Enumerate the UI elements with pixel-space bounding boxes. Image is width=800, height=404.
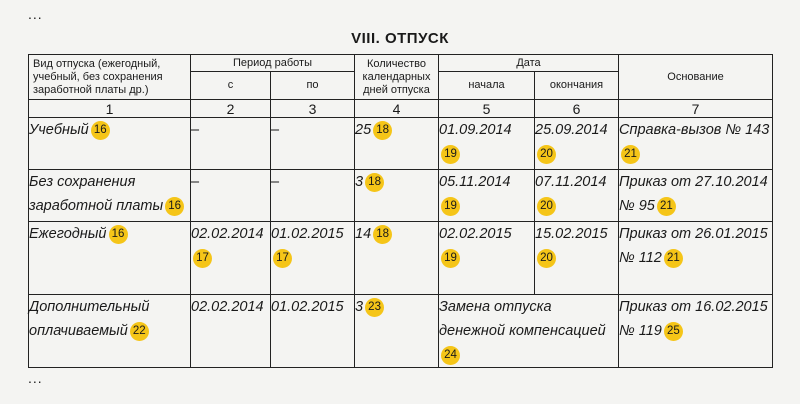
vacation-kind: Ежегодный — [29, 226, 107, 242]
header-from: с — [191, 72, 271, 100]
basis-text: Приказ от 16.02.2015 № 119 — [619, 299, 768, 339]
footnote-badge: 21 — [621, 145, 640, 164]
vacation-kind: Учебный — [29, 122, 89, 138]
footnote-badge: 16 — [91, 121, 110, 140]
footnote-badge: 17 — [193, 249, 212, 268]
table-row — [29, 295, 773, 368]
footnote-badge: 22 — [130, 322, 149, 341]
footnote-badge: 18 — [373, 225, 392, 244]
date-end: 25.09.2014 — [535, 122, 608, 138]
footnote-badge: 16 — [165, 197, 184, 216]
vacation-kind: Без сохранения заработной платы — [29, 174, 164, 214]
basis-text: Справка-вызов № 143 — [619, 122, 770, 138]
column-number: 5 — [439, 100, 535, 118]
vacation-table — [28, 54, 773, 368]
days-count: 3 — [355, 299, 364, 315]
header-days: Количество календарных дней отпуска — [355, 55, 439, 100]
footnote-badge: 20 — [537, 145, 556, 164]
period-to: 01.02.2015 — [271, 226, 344, 242]
date-start: 01.09.2014 — [439, 122, 512, 138]
header-date: Дата — [439, 55, 619, 72]
footnote-badge: 21 — [657, 197, 676, 216]
footnote-badge: 20 — [537, 249, 556, 268]
section-title: VIII. ОТПУСК — [351, 30, 449, 47]
footnote-badge: 17 — [273, 249, 292, 268]
date-end: 15.02.2015 — [535, 226, 608, 242]
table-row — [29, 222, 773, 295]
footnote-badge: 24 — [441, 346, 460, 365]
footnote-badge: 21 — [664, 249, 683, 268]
days-count: 14 — [355, 226, 372, 242]
footnote-badge: 23 — [365, 298, 384, 317]
footnote-badge: 16 — [109, 225, 128, 244]
footnote-badge: 20 — [537, 197, 556, 216]
vacation-kind: Дополнительный оплачиваемый — [29, 299, 150, 339]
header-basis: Основание — [619, 55, 773, 100]
header-start: начала — [439, 72, 535, 100]
basis-text: Приказ от 27.10.2014 № 95 — [619, 174, 768, 214]
period-from: – — [191, 122, 200, 138]
period-from: 02.02.2014 — [191, 226, 264, 242]
date-start: 02.02.2015 — [439, 226, 512, 242]
header-kind: Вид отпуска (ежегодный, учебный, без сохранения заработной платы др.) — [29, 55, 191, 100]
footnote-badge: 19 — [441, 197, 460, 216]
footnote-badge: 25 — [664, 322, 683, 341]
bottom-ellipsis: ... — [28, 370, 43, 386]
header-period: Период работы — [191, 55, 355, 72]
footnote-badge: 18 — [373, 121, 392, 140]
days-count: 3 — [355, 174, 364, 190]
header-to: по — [271, 72, 355, 100]
header-end: окончания — [535, 72, 619, 100]
period-to: 01.02.2015 — [271, 299, 344, 315]
table-row — [29, 170, 773, 222]
date-end: 07.11.2014 — [535, 174, 607, 190]
column-number: 2 — [191, 100, 271, 118]
date-start: 05.11.2014 — [439, 174, 511, 190]
footnote-badge: 18 — [365, 173, 384, 192]
column-number: 4 — [355, 100, 439, 118]
column-number: 7 — [619, 100, 773, 118]
top-ellipsis: ... — [28, 6, 43, 22]
replacement-text: Замена отпуска денежной компенсацией — [439, 299, 606, 339]
footnote-badge: 19 — [441, 145, 460, 164]
period-from: – — [191, 174, 200, 190]
table-row — [29, 118, 773, 170]
period-to: – — [271, 122, 280, 138]
period-to: – — [271, 174, 280, 190]
period-from: 02.02.2014 — [191, 299, 264, 315]
column-number: 6 — [535, 100, 619, 118]
basis-text: Приказ от 26.01.2015 № 112 — [619, 226, 768, 266]
column-number-row — [29, 100, 773, 118]
column-number: 1 — [29, 100, 191, 118]
days-count: 25 — [355, 122, 372, 138]
column-number: 3 — [271, 100, 355, 118]
footnote-badge: 19 — [441, 249, 460, 268]
